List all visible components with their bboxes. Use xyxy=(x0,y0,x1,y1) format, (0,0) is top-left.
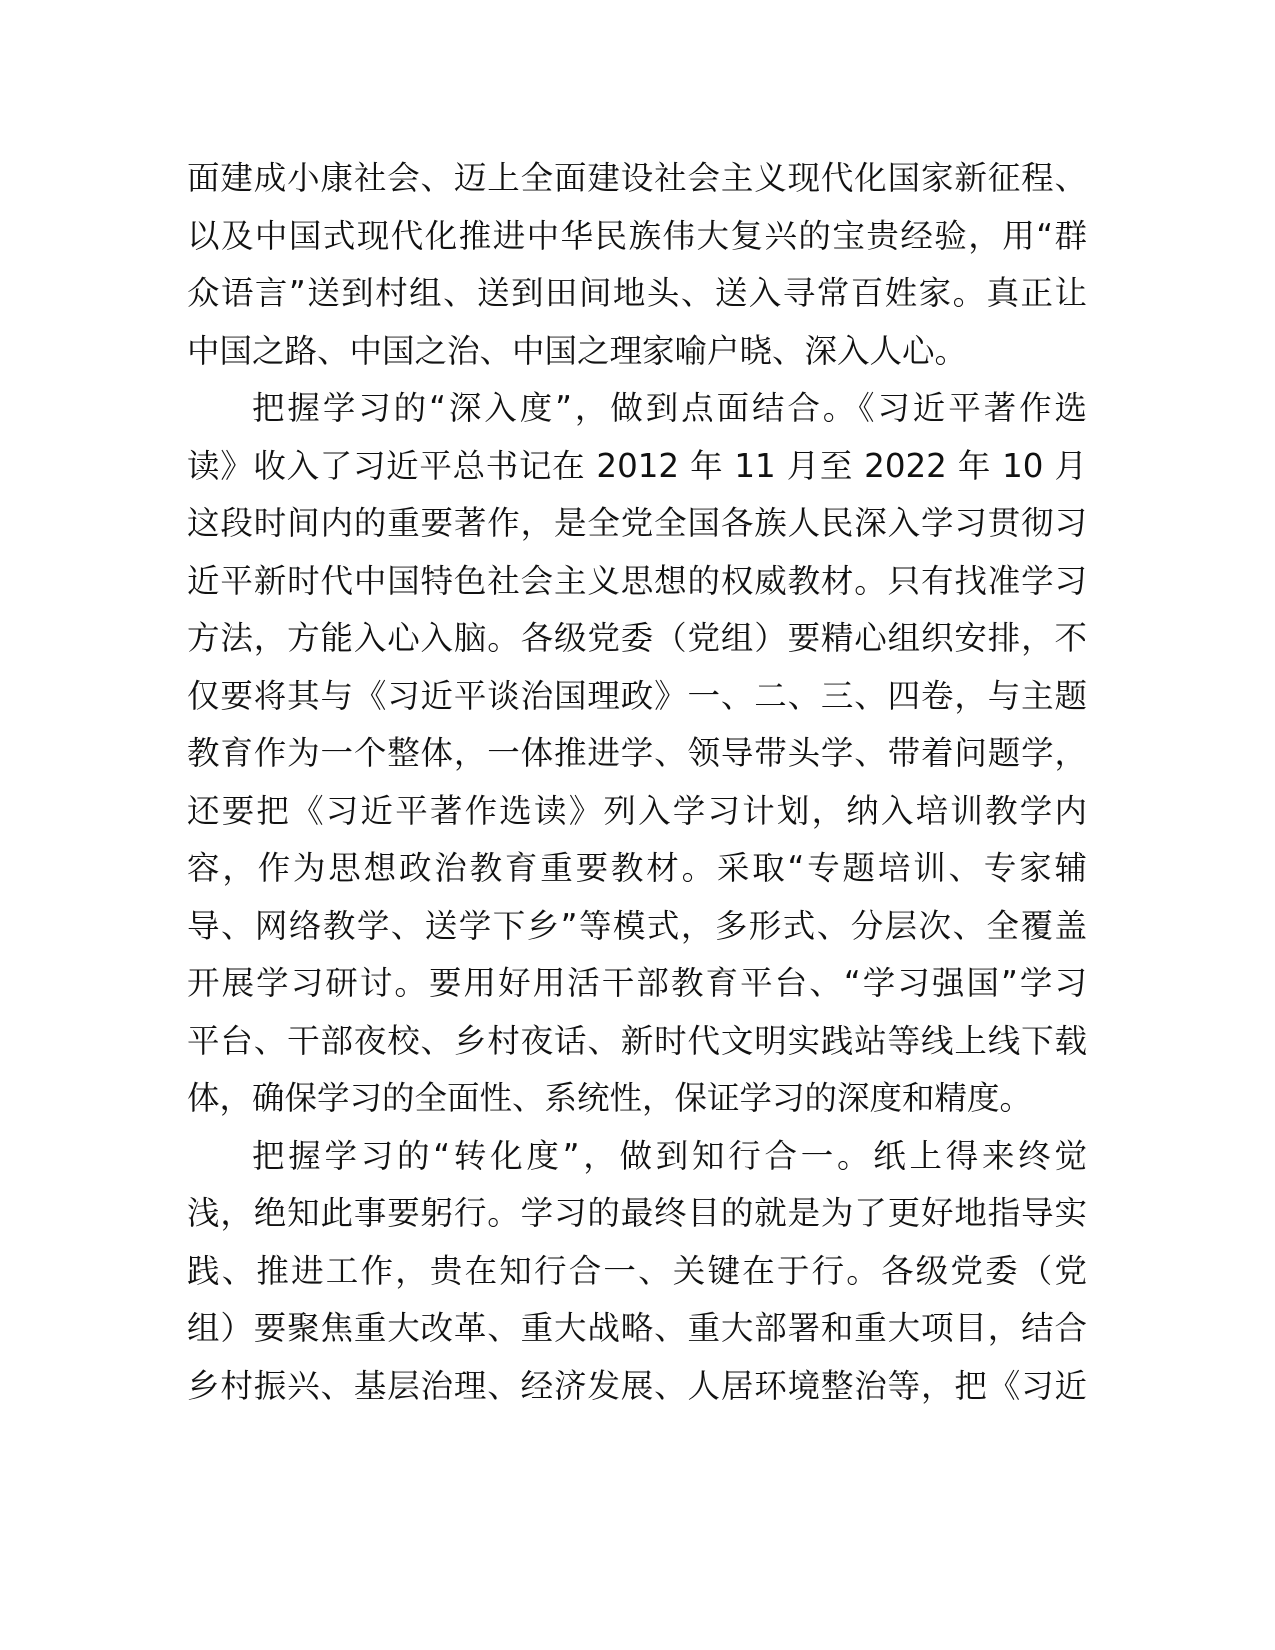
text-line: 众语言”送到村组、送到田间地头、送入寻常百姓家。真正让 xyxy=(187,274,1087,312)
text-line: 组）要聚焦重大改革、重大战略、重大部署和重大项目，结合 xyxy=(187,1309,1087,1347)
paragraph-2 xyxy=(187,380,1087,1128)
text-line: 方法，方能入心入脑。各级党委（党组）要精心组织安排，不 xyxy=(187,619,1087,657)
text-line: 践、推进工作，贵在知行合一、关键在于行。各级党委（党 xyxy=(187,1251,1087,1290)
text-line: 浅，绝知此事要躬行。学习的最终目的就是为了更好地指导实 xyxy=(187,1194,1087,1232)
text-line: 导、网络教学、送学下乡”等模式，多形式、分层次、全覆盖 xyxy=(187,906,1087,945)
text-line: 面建成小康社会、迈上全面建设社会主义现代化国家新征程、 xyxy=(187,159,1087,197)
text-line: 近平新时代中国特色社会主义思想的权威教材。只有找准学习 xyxy=(187,561,1087,600)
text-line: 把握学习的“深入度”，做到点面结合。《习近平著作选 xyxy=(252,389,1087,427)
text-line: 这段时间内的重要著作，是全党全国各族人民深入学习贯彻习 xyxy=(187,504,1087,542)
paragraph-1 xyxy=(187,150,1087,380)
text-line: 开展学习研讨。要用好用活干部教育平台、“学习强国”学习 xyxy=(187,964,1087,1002)
text-line: 把握学习的“转化度”，做到知行合一。纸上得来终觉 xyxy=(252,1136,1087,1175)
text-line: 以及中国式现代化推进中华民族伟大复兴的宝贵经验，用“群 xyxy=(187,216,1087,255)
text-line: 乡村振兴、基层治理、经济发展、人居环境整治等，把《习近 xyxy=(187,1366,1087,1405)
text-line: 仅要将其与《习近平谈治国理政》一、二、三、四卷，与主题 xyxy=(187,676,1087,715)
text-line: 平台、干部夜校、乡村夜话、新时代文明实践站等线上线下载 xyxy=(187,1021,1087,1060)
document-body xyxy=(187,150,1087,1415)
text-line: 教育作为一个整体，一体推进学、领导带头学、带着问题学， xyxy=(187,734,1087,772)
text-line: 中国之路、中国之治、中国之理家喻户晓、深入人心。 xyxy=(187,331,968,370)
text-line: 还要把《习近平著作选读》列入学习计划，纳入培训教学内 xyxy=(187,791,1087,830)
text-line: 读》收入了习近平总书记在 2012 年 11 月至 2022 年 10 月 xyxy=(187,446,1087,485)
text-line: 容，作为思想政治教育重要教材。采取“专题培训、专家辅 xyxy=(187,849,1087,887)
paragraph-3 xyxy=(187,1128,1087,1416)
text-line: 体，确保学习的全面性、系统性，保证学习的深度和精度。 xyxy=(187,1079,1033,1117)
